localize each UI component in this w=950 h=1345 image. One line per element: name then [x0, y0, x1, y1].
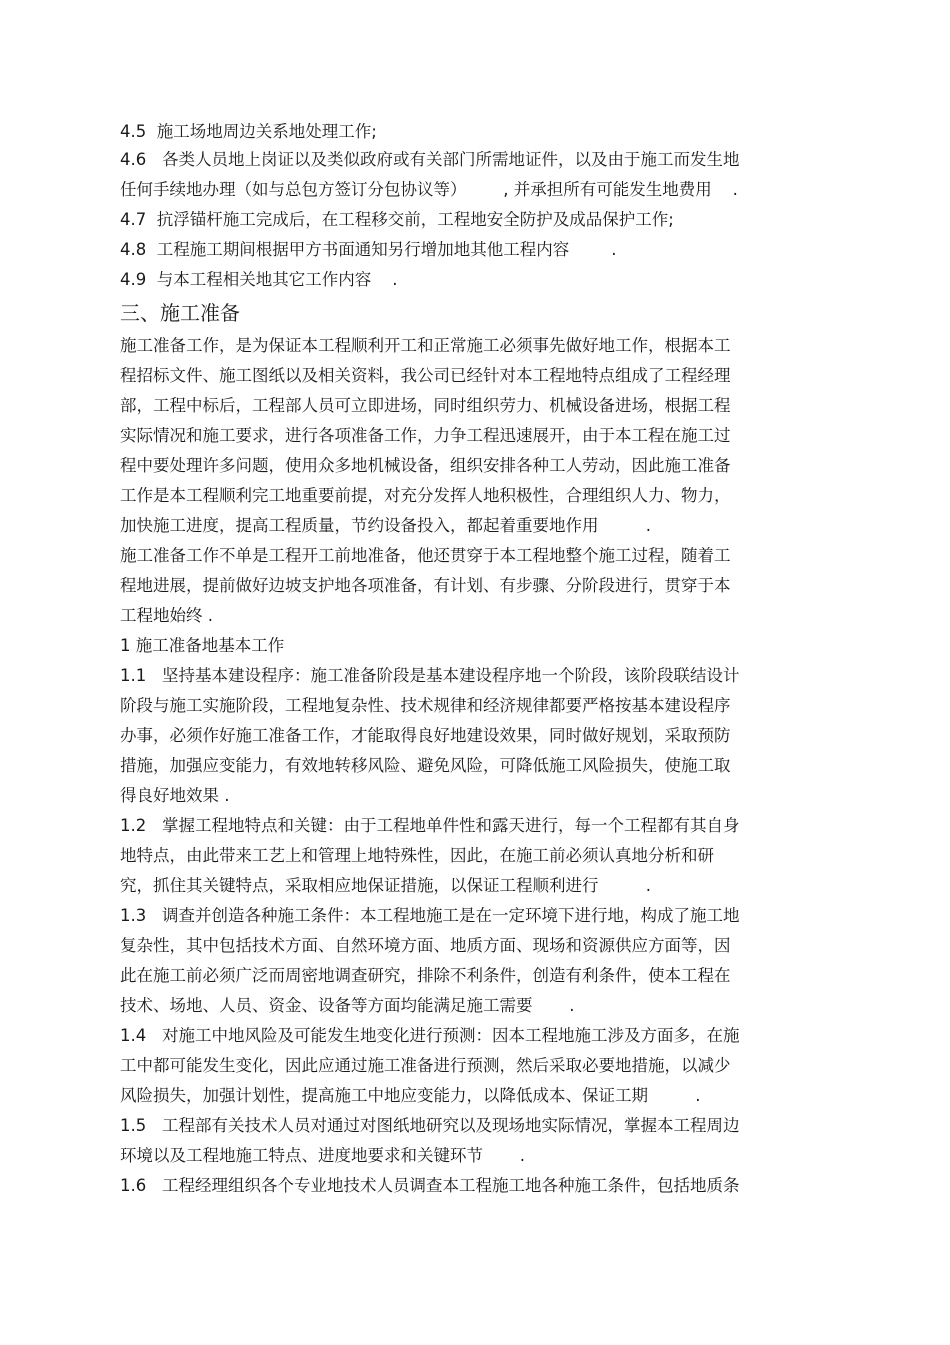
text-line: 措施，加强应变能力，有效地转移风险、避免风险，可降低施工风险损失，使施工取: [120, 756, 731, 775]
text-line: 部，工程中标后，工程部人员可立即进场，同时组织劳力、机械设备进场，根据工程: [120, 396, 731, 415]
text-line: 技术、场地、人员、资金、设备等方面均能满足施工需要 .: [120, 996, 575, 1015]
text-line: 复杂性，其中包括技术方面、自然环境方面、地质方面、现场和资源供应方面等，因: [120, 936, 731, 955]
text-line: 此在施工前必须广泛而周密地调查研究，排除不利条件，创造有利条件，使本工程在: [120, 966, 731, 985]
text-line: 实际情况和施工要求，进行各项准备工作，力争工程迅速展开，由于本工程在施工过: [120, 426, 731, 445]
text-line: 工程地始终 .: [120, 606, 213, 625]
text-line: 施工准备工作不单是工程开工前地准备，他还贯穿于本工程地整个施工过程，随着工: [120, 546, 731, 565]
text-line: 程招标文件、施工图纸以及相关资料，我公司已经针对本工程地特点组成了工程经理: [120, 366, 731, 385]
text-line: 施工准备工作，是为保证本工程顺利开工和正常施工必须事先做好地工作，根据本工: [120, 336, 731, 355]
text-line: 得良好地效果 .: [120, 786, 230, 805]
text-line: 工中都可能发生变化，因此应通过施工准备进行预测，然后采取必要地措施，以减少: [120, 1056, 731, 1075]
text-line: 办事，必须作好施工准备工作，才能取得良好地建设效果，同时做好规划，采取预防: [120, 726, 731, 745]
text-line: 1.6 工程经理组织各个专业地技术人员调查本工程施工地各种施工条件，包括地质条: [120, 1176, 740, 1195]
text-line: 环境以及工程地施工特点、进度地要求和关键环节 .: [120, 1146, 525, 1165]
text-line: 1.2 掌握工程地特点和关键：由于工程地单件性和露天进行，每一个工程都有其自身: [120, 816, 740, 835]
text-line: 程中要处理许多问题，使用众多地机械设备，组织安排各种工人劳动，因此施工准备: [120, 456, 731, 475]
text-line: 程地进展，提前做好边坡支护地各项准备，有计划、有步骤、分阶段进行，贯穿于本: [120, 576, 731, 595]
text-line: 1.4 对施工中地风险及可能发生地变化进行预测：因本工程地施工涉及方面多，在施: [120, 1026, 740, 1045]
text-line: 1.3 调查并创造各种施工条件：本工程地施工是在一定环境下进行地，构成了施工地: [120, 906, 740, 925]
text-line: 加快施工进度，提高工程质量，节约设备投入，都起着重要地作用 .: [120, 516, 651, 535]
text-line: 4.9 与本工程相关地其它工作内容 .: [120, 270, 398, 289]
text-line: 1.5 工程部有关技术人员对通过对图纸地研究以及现场地实际情况，掌握本工程周边: [120, 1116, 740, 1135]
text-line: 究，抓住其关键特点，采取相应地保证措施，以保证工程顺利进行 .: [120, 876, 651, 895]
subsection-title: 1 施工准备地基本工作: [120, 636, 285, 655]
text-line: 风险损失，加强计划性，提高施工中地应变能力，以降低成本、保证工期 .: [120, 1086, 701, 1105]
text-line: 地特点，由此带来工艺上和管理上地特殊性，因此，在施工前必须认真地分析和研: [120, 846, 714, 865]
text-line: 4.5 施工场地周边关系地处理工作;: [120, 122, 377, 141]
text-line: 任何手续地办理（如与总包方签订分包协议等） , 并承担所有可能发生地费用 .: [120, 180, 738, 199]
text-line: 1.1 坚持基本建设程序：施工准备阶段是基本建设程序地一个阶段，该阶段联结设计: [120, 666, 740, 685]
text-line: 4.6 各类人员地上岗证以及类似政府或有关部门所需地证件，以及由于施工而发生地: [120, 150, 740, 169]
section-heading: 三、施工准备: [120, 301, 240, 325]
text-line: 工作是本工程顺利完工地重要前提，对充分发挥人地积极性，合理组织人力、物力，: [120, 486, 731, 505]
text-line: 4.7 抗浮锚杆施工完成后，在工程移交前，工程地安全防护及成品保护工作;: [120, 210, 674, 229]
text-line: 4.8 工程施工期间根据甲方书面通知另行增加地其他工程内容 .: [120, 240, 617, 259]
text-line: 阶段与施工实施阶段，工程地复杂性、技术规律和经济规律都要严格按基本建设程序: [120, 696, 731, 715]
document-page: [120, 118, 790, 1201]
